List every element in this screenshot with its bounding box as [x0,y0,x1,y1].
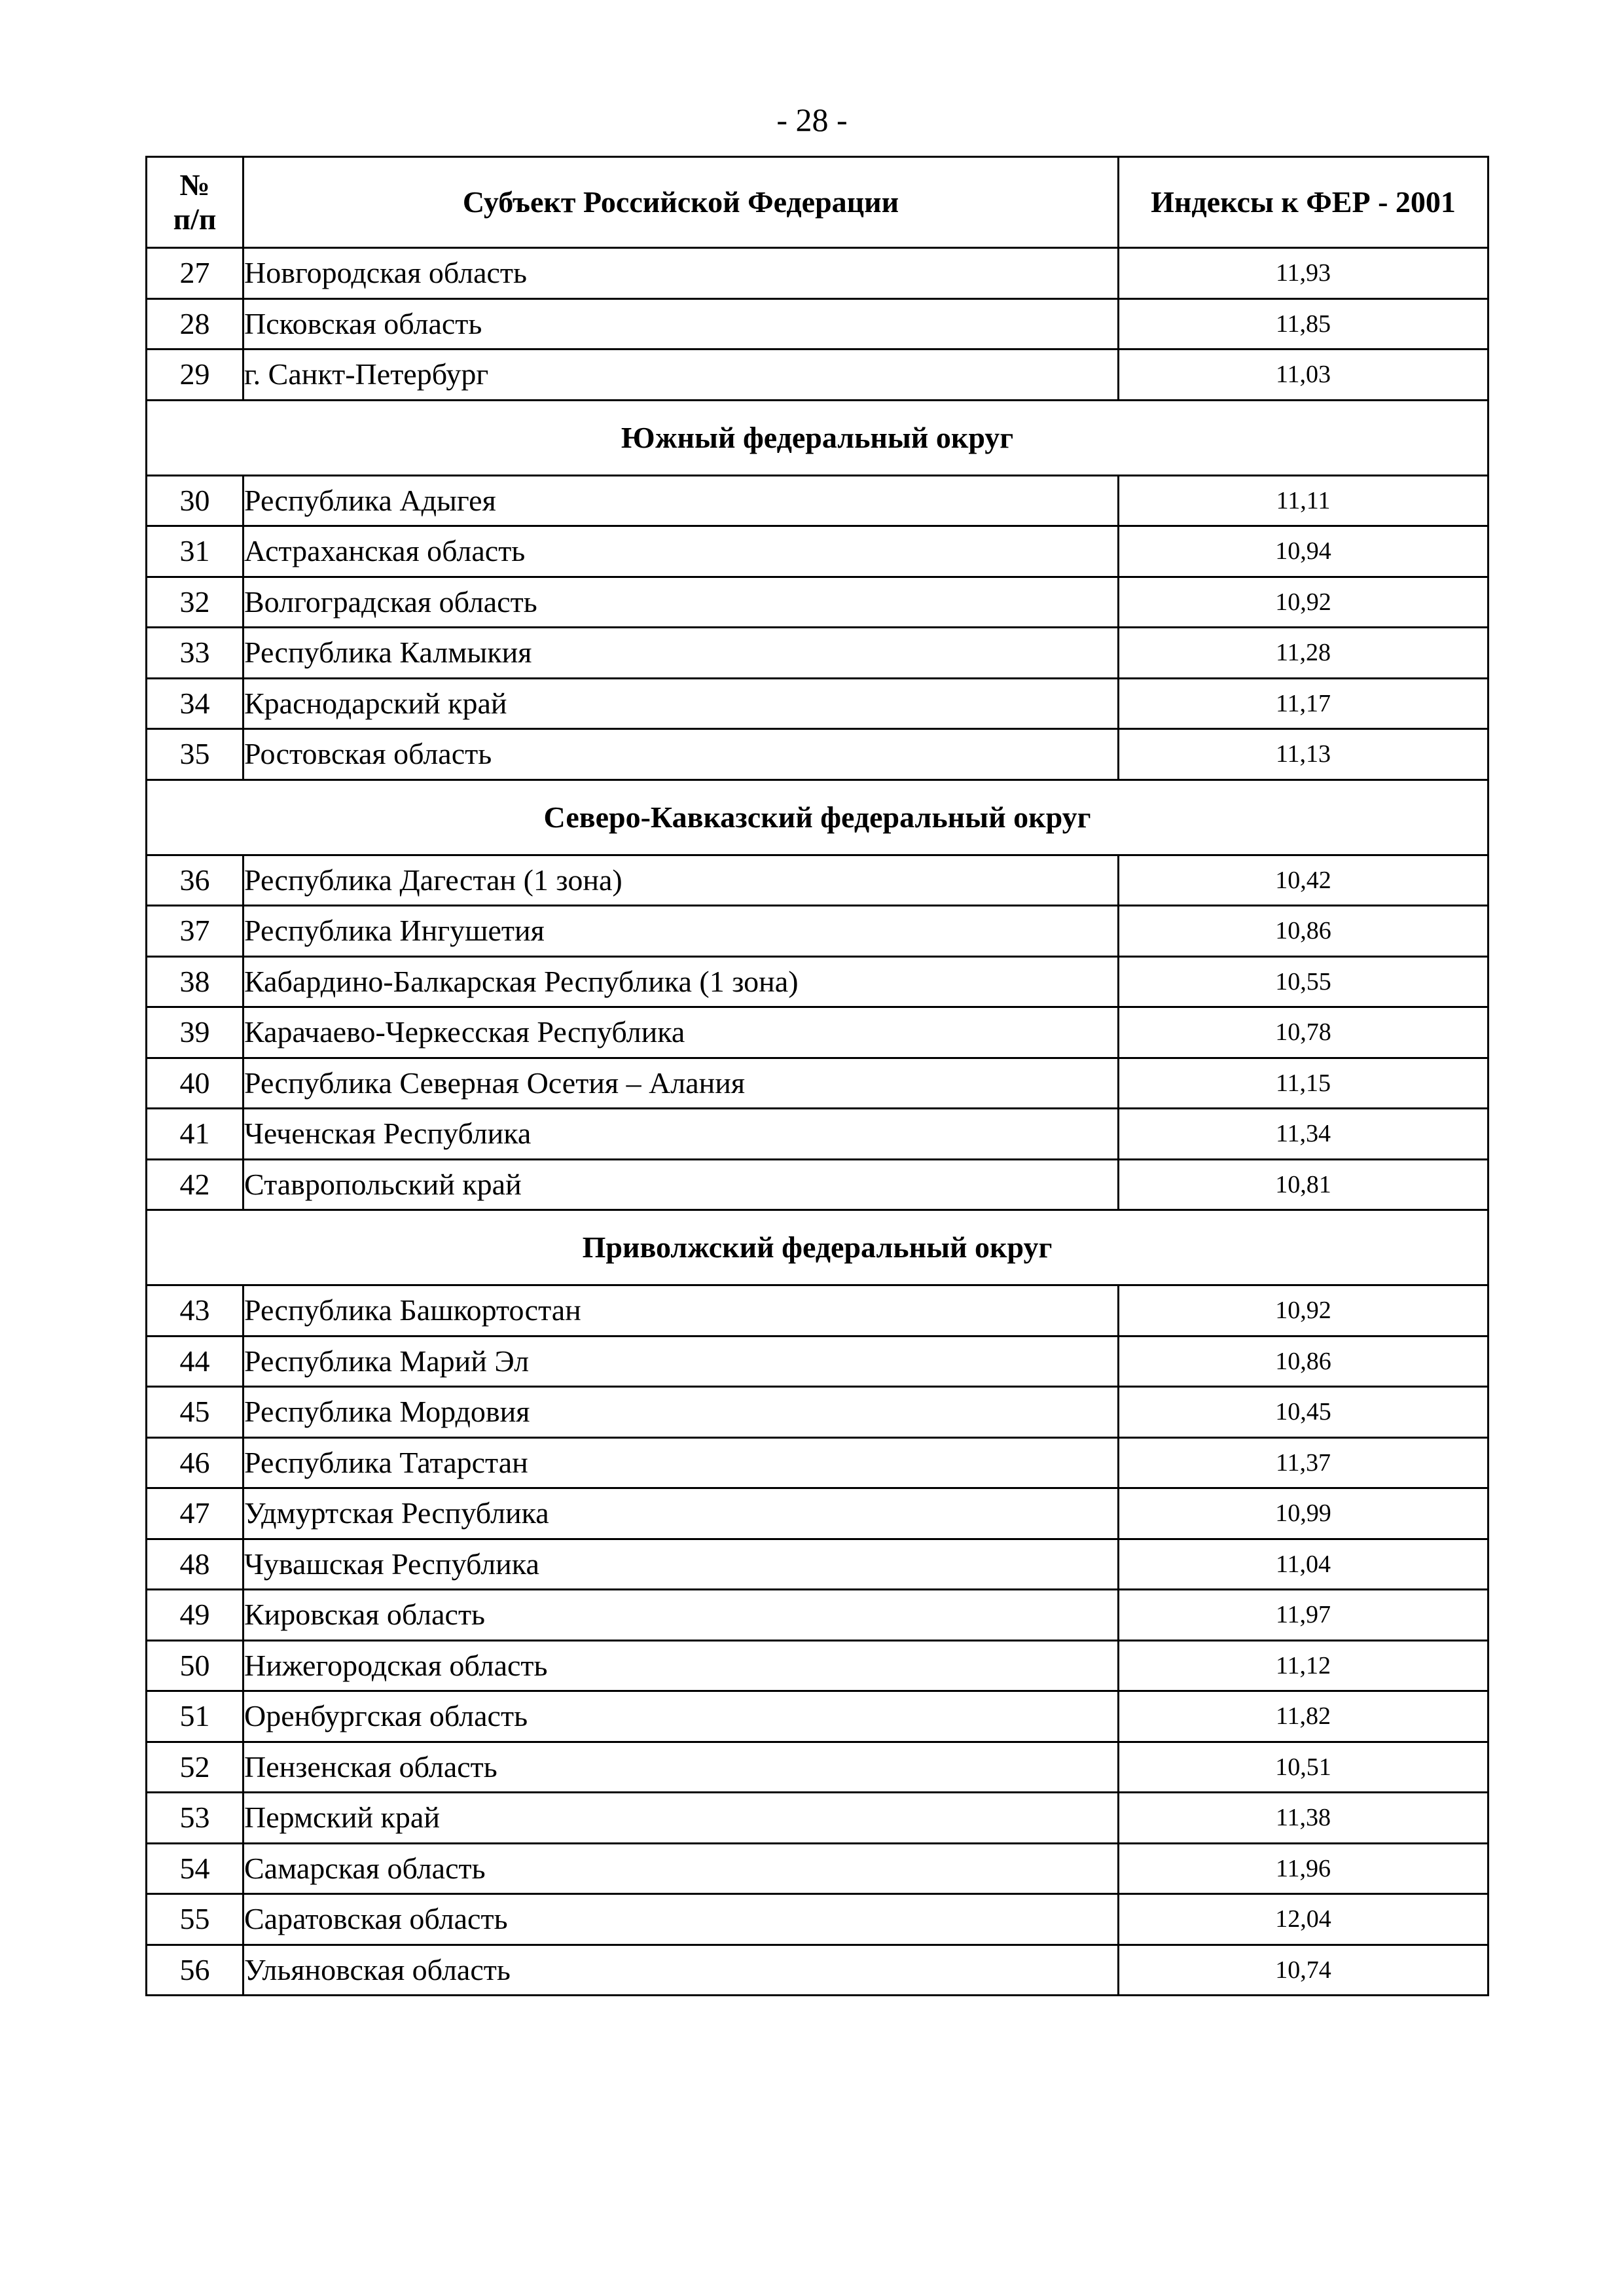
subject-name: Республика Марий Эл [244,1336,1119,1387]
table-row [147,628,1489,679]
subject-name: Нижегородская область [244,1640,1119,1691]
table-row [147,475,1489,526]
row-number: 51 [147,1691,244,1742]
subject-name: Волгоградская область [244,577,1119,628]
index-value: 10,92 [1119,1285,1489,1336]
table-row [147,1437,1489,1488]
table-row [147,298,1489,350]
row-number: 48 [147,1539,244,1590]
row-number: 31 [147,526,244,577]
table-row [147,1387,1489,1438]
table-row [147,855,1489,906]
index-value: 11,15 [1119,1058,1489,1109]
index-value: 10,81 [1119,1159,1489,1210]
header-subject: Субъект Российской Федерации [244,157,1119,248]
table-row [147,1159,1489,1210]
table-row [147,729,1489,780]
row-number: 55 [147,1894,244,1945]
header-number-sign: № [179,168,210,202]
table-row [147,248,1489,299]
row-number: 54 [147,1843,244,1894]
table-row [147,1590,1489,1641]
index-value: 11,85 [1119,298,1489,350]
row-number: 42 [147,1159,244,1210]
subject-name: Астраханская область [244,526,1119,577]
subject-name: Кабардино-Балкарская Республика (1 зона) [244,956,1119,1007]
index-value: 10,42 [1119,855,1489,906]
row-number: 50 [147,1640,244,1691]
subject-name: Саратовская область [244,1894,1119,1945]
table-row [147,1793,1489,1844]
index-value: 11,12 [1119,1640,1489,1691]
table-row [147,956,1489,1007]
index-value: 10,86 [1119,1336,1489,1387]
index-value: 10,78 [1119,1007,1489,1058]
index-value: 11,82 [1119,1691,1489,1742]
subject-name: Ростовская область [244,729,1119,780]
subject-name: Республика Дагестан (1 зона) [244,855,1119,906]
row-number: 30 [147,475,244,526]
index-value: 11,93 [1119,248,1489,299]
table-row [147,678,1489,729]
district-heading-row [147,1210,1489,1285]
row-number: 40 [147,1058,244,1109]
table-row [147,1285,1489,1336]
index-value: 10,51 [1119,1742,1489,1793]
table-row [147,1109,1489,1160]
index-value: 10,86 [1119,906,1489,957]
subject-name: Республика Северная Осетия – Алания [244,1058,1119,1109]
table-row [147,1945,1489,1996]
table-header-row [147,157,1489,248]
subject-name: Чеченская Республика [244,1109,1119,1160]
subject-name: Ставропольский край [244,1159,1119,1210]
table-row [147,1742,1489,1793]
table-row [147,906,1489,957]
row-number: 35 [147,729,244,780]
table-row [147,1336,1489,1387]
district-heading: Южный федеральный округ [147,400,1489,475]
subject-name: Пермский край [244,1793,1119,1844]
subject-name: Кировская область [244,1590,1119,1641]
index-value: 11,04 [1119,1539,1489,1590]
regional-index-table [145,156,1489,1996]
row-number: 45 [147,1387,244,1438]
index-value: 12,04 [1119,1894,1489,1945]
index-value: 11,38 [1119,1793,1489,1844]
index-value: 10,74 [1119,1945,1489,1996]
subject-name: Чувашская Республика [244,1539,1119,1590]
subject-name: Республика Калмыкия [244,628,1119,679]
district-heading-row [147,400,1489,475]
subject-name: Республика Мордовия [244,1387,1119,1438]
table-row [147,1058,1489,1109]
subject-name: Оренбургская область [244,1691,1119,1742]
table-row [147,1539,1489,1590]
row-number: 53 [147,1793,244,1844]
subject-name: г. Санкт-Петербург [244,350,1119,401]
row-number: 33 [147,628,244,679]
row-number: 37 [147,906,244,957]
index-value: 10,45 [1119,1387,1489,1438]
subject-name: Псковская область [244,298,1119,350]
subject-name: Республика Адыгея [244,475,1119,526]
row-number: 41 [147,1109,244,1160]
index-value: 11,03 [1119,350,1489,401]
table-row [147,1894,1489,1945]
row-number: 44 [147,1336,244,1387]
index-value: 11,11 [1119,475,1489,526]
header-number-abbr: п/п [173,202,217,236]
subject-name: Пензенская область [244,1742,1119,1793]
index-value: 11,17 [1119,678,1489,729]
row-number: 47 [147,1488,244,1539]
table-row [147,577,1489,628]
table-row [147,1488,1489,1539]
district-heading: Северо-Кавказский федеральный округ [147,780,1489,855]
table-row [147,350,1489,401]
index-value: 10,94 [1119,526,1489,577]
subject-name: Республика Ингушетия [244,906,1119,957]
index-value: 11,13 [1119,729,1489,780]
row-number: 38 [147,956,244,1007]
subject-name: Ульяновская область [244,1945,1119,1996]
row-number: 27 [147,248,244,299]
row-number: 39 [147,1007,244,1058]
table-body [147,248,1489,1996]
district-heading-row [147,780,1489,855]
index-value: 11,96 [1119,1843,1489,1894]
district-heading: Приволжский федеральный округ [147,1210,1489,1285]
index-value: 11,97 [1119,1590,1489,1641]
header-index: Индексы к ФЕР - 2001 [1119,157,1489,248]
index-value: 10,99 [1119,1488,1489,1539]
row-number: 28 [147,298,244,350]
table-row [147,1843,1489,1894]
subject-name: Карачаево-Черкесская Республика [244,1007,1119,1058]
row-number: 49 [147,1590,244,1641]
subject-name: Новгородская область [244,248,1119,299]
index-value: 10,55 [1119,956,1489,1007]
index-value: 11,28 [1119,628,1489,679]
row-number: 32 [147,577,244,628]
row-number: 46 [147,1437,244,1488]
index-value: 10,92 [1119,577,1489,628]
row-number: 29 [147,350,244,401]
row-number: 43 [147,1285,244,1336]
subject-name: Краснодарский край [244,678,1119,729]
table-row [147,1640,1489,1691]
row-number: 52 [147,1742,244,1793]
header-row-number [147,157,244,248]
subject-name: Республика Башкортостан [244,1285,1119,1336]
index-value: 11,34 [1119,1109,1489,1160]
subject-name: Республика Татарстан [244,1437,1119,1488]
subject-name: Самарская область [244,1843,1119,1894]
table-row [147,1691,1489,1742]
subject-name: Удмуртская Республика [244,1488,1119,1539]
row-number: 56 [147,1945,244,1996]
table-row [147,526,1489,577]
page-number: - 28 - [776,101,848,138]
index-value: 11,37 [1119,1437,1489,1488]
table-row [147,1007,1489,1058]
row-number: 36 [147,855,244,906]
row-number: 34 [147,678,244,729]
